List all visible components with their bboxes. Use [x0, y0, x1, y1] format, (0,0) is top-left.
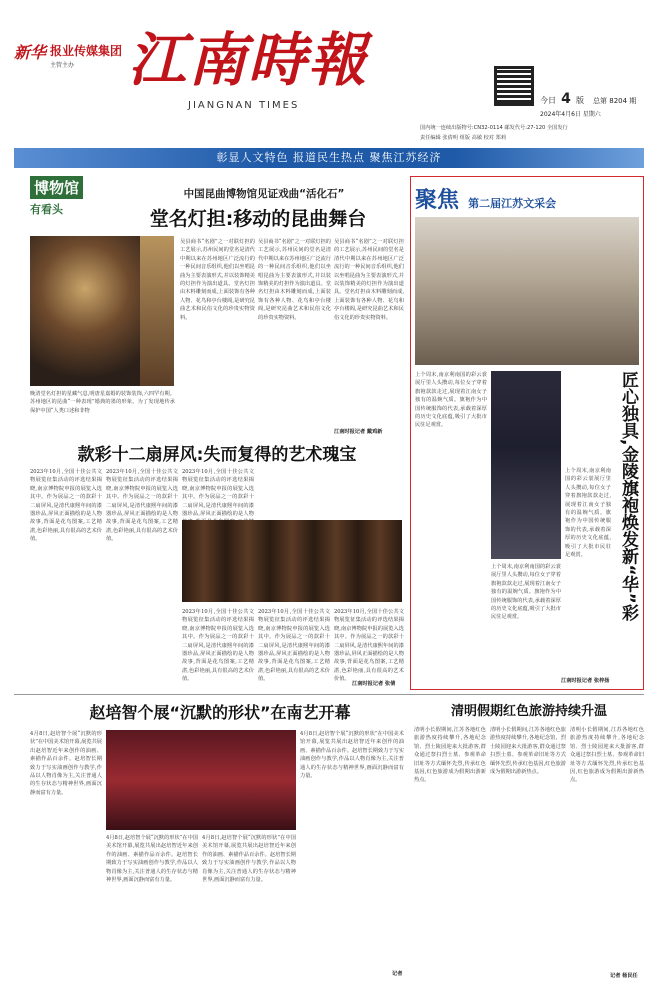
- article-5-body-3: 清明小长假期间,江苏各地红色旅游热度持续攀升,各地纪念馆、烈士陵园迎来大批游客,群众通过祭扫烈士墓、参观革命旧址等方式缅怀先烈,传承红色基因,红色旅游成为假期出游新热点。: [570, 727, 644, 784]
- paper-title: 江南時報: [128, 26, 369, 94]
- event-photo: [415, 217, 639, 365]
- article-4-byline: 江南时报记者 张梓扬: [561, 678, 610, 684]
- article-3-body: 4月8日,赵培智个展“沉默的形状”在中国美术馆开幕,展览共展出赵培智近年来创作的油画、素描作品百余件。赵培智长期致力于写实油画创作与教学,作品以人物肖像为主,关注普通人的生存状态与精神世界,画面沉静而富有力量。: [30, 731, 102, 796]
- article-4-body-3: 上个周末,南京利南国的彩云裳展厅里人头攒动,每位女子穿着旗袍款款走过,展现着江南女子独有的温婉气质。旗袍作为中国传统服饰的代表,承载着深厚的历史文化底蕴,吸引了大批市民驻足观赏。: [565, 468, 611, 559]
- editor-line: 责任编辑 张倩明 组版 高敏 校对 郑莉: [420, 135, 507, 141]
- page-count: 4: [561, 91, 571, 107]
- slogan-text: 彰显人文特色 报道民生热点 聚焦江苏经济: [216, 151, 442, 164]
- article-1-body-3: 吴县商书“名剧”之一对联灯担的工艺展示,苏州民间的堂名是清代中期以来在苏州地区广泛流行的一种民间音乐组织,他们以坐唱昆曲为主要表演形式,并以装饰精美的灯担作为演出道具。堂名灯担由木料雕刻而成,上面装饰有各种人物、花鸟和亭台楼阁,是研究昆曲艺术和民俗文化的珍贵实物资料。: [334, 239, 404, 321]
- article-2-body-3: 2023年10月,全国十佳公共文物展览征集活动的评选结果揭晓,南京博物院申报的展览入选其中。作为展品之一的款彩十二扇屏风,是清代康熙年间的漆器珍品,屏风正面描绘的是人物: [182, 469, 254, 518]
- museum-tag-line2: 有看头: [30, 203, 63, 216]
- article-5-body-2: 清明小长假期间,江苏各地红色旅游热度持续攀升,各地纪念馆、烈士陵园迎来大批游客,群众通过祭扫烈士墓、参观革命旧址等方式缅怀先烈,传承红色基因,红色旅游成为假期出游新热点。: [490, 727, 566, 776]
- article-2-title: 款彩十二扇屏风:失而复得的艺术瑰宝: [77, 445, 357, 465]
- group-sub: 主管主办: [50, 62, 75, 69]
- qr-code-icon: [494, 66, 534, 106]
- page-unit: 版: [575, 96, 584, 105]
- paper-title-en: JIANGNAN TIMES: [188, 100, 300, 111]
- article-2-body-6: 2023年10月,全国十佳公共文物展览征集活动的评选结果揭晓,南京博物院申报的展览入选其中。作为展品之一的款彩十二扇屏风,是清代康熙年间的漆器珍品,屏风正面描绘的是人物故事,背面是花鸟图案,工艺精湛,色彩艳丽,具有很高的艺术价值。: [334, 609, 404, 683]
- museum-tag-line1: 博物馆: [30, 176, 83, 199]
- article-1-kicker: 中国昆曲博物馆见证戏曲“活化石”: [183, 188, 345, 200]
- xinhua-logo-icon: 新华: [14, 43, 47, 62]
- issue-info: [540, 88, 650, 108]
- feature-box: [410, 176, 644, 690]
- focus-header: [415, 183, 639, 213]
- article-3-title: 赵培智个展“沉默的形状”在南艺开幕: [89, 703, 351, 722]
- slogan-bar: [14, 148, 644, 168]
- focus-title: 第二届江苏文采会: [468, 197, 557, 210]
- article-1-title: 堂名灯担:移动的昆曲舞台: [149, 208, 367, 230]
- screen-photo: [182, 520, 402, 602]
- article-1-body: 吴县商书“名剧”之一对联灯担的工艺展示,苏州民间的堂名是清代中期以来在苏州地区广泛流行的一种民间音乐组织,他们以坐唱昆曲为主要表演形式,并以装饰精美的灯担作为演出道具。堂名灯担由木料雕刻而成,上面装饰有各种人物、花鸟和亭台楼阁,是研究昆曲艺术和民俗文化的珍贵实物资料。: [180, 239, 255, 321]
- article-4-title: 匠心独具,金陵旗袍焕发新“华”彩: [618, 371, 638, 621]
- museum-section-tag: [30, 176, 112, 222]
- article-5-byline: 记者 杨民任: [610, 973, 638, 979]
- article-5-title: 清明假期红色旅游持续升温: [450, 704, 607, 719]
- article-3-body-3: 4月8日,赵培智个展“沉默的形状”在中国美术馆开幕,展览共展出赵培智近年来创作的油画、素描作品百余件。赵培智长期致力于写实油画创作与教学,作品以人物肖像为主,关注普通人的生存状态与精神世界,画面沉静而富有力量。: [202, 835, 296, 884]
- article-1-body-2: 吴县商书“名剧”之一对联灯担的工艺展示,苏州民间的堂名是清代中期以来在苏州地区广泛流行的一种民间音乐组织,他们以坐唱昆曲为主要表演形式,并以装饰精美的灯担作为演出道具。堂名灯担由木料雕刻而成,上面装饰有各种人物、花鸟和亭台楼阁,是研究昆曲艺术和民俗文化的珍贵实物资料。: [258, 239, 331, 321]
- lantern-detail-photo: [140, 236, 174, 386]
- article-2-byline: 江南时报记者 张倩: [352, 681, 396, 687]
- article-3-body-2: 4月8日,赵培智个展“沉默的形状”在中国美术馆开幕,展览共展出赵培智近年来创作的油画、素描作品百余件。赵培智长期致力于写实油画创作与教学,作品以人物肖像为主,关注普通人的生存状态与精神世界,画面沉静而富有力量。: [106, 835, 198, 884]
- article-5-body: 清明小长假期间,江苏各地红色旅游热度持续攀升,各地纪念馆、烈士陵园迎来大批游客,群众通过祭扫烈士墓、参观革命旧址等方式缅怀先烈,传承红色基因,红色旅游成为假期出游新热点。: [414, 727, 486, 784]
- issue-date: 2024年4月6日 星期六: [540, 111, 601, 118]
- issue-prefix: 今日: [540, 96, 556, 105]
- article-3-body-4: 4月8日,赵培智个展“沉默的形状”在中国美术馆开幕,展览共展出赵培智近年来创作的油画、素描作品百余件。赵培智长期致力于写实油画创作与教学,作品以人物肖像为主,关注普通人的生存状态与精神世界,画面沉静而富有力量。: [300, 731, 404, 780]
- article-4-body: 上个周末,南京利南国的彩云裳展厅里人头攒动,每位女子穿着旗袍款款走过,展现着江南女子独有的温婉气质。旗袍作为中国传统服饰的代表,承载着深厚的历史文化底蕴,吸引了大批市民驻足观赏。: [415, 372, 487, 429]
- masthead: [0, 0, 657, 150]
- group-name: 报业传媒集团: [50, 44, 123, 58]
- exhibition-photo: [106, 730, 296, 830]
- article-1-byline: 江南时报记者 戴鸡新: [334, 429, 383, 435]
- article-1-caption: 晚清堂名灯担的星藏气息,明唐星嘉婚的装饰装饰,六四罕有期。苏州地区的昆曲“一种表现”婚典的墨的形象。为了发现地传承保护中国“人类口述和非物: [30, 391, 175, 414]
- article-2-body: 2023年10月,全国十佳公共文物展览征集活动的评选结果揭晓,南京博物院申报的展览入选其中。作为展品之一的款彩十二扇屏风,是清代康熙年间的漆器珍品,屏风正面描绘的是人物故事,背面是花鸟图案,工艺精湛,色彩艳丽,具有很高的艺术价值。: [30, 469, 102, 543]
- qipao-photo: [491, 371, 561, 559]
- divider: [14, 694, 644, 695]
- lantern-photo: [30, 236, 140, 386]
- article-4-body-2: 上个周末,南京利南国的彩云裳展厅里人头攒动,每位女子穿着旗袍款款走过,展现着江南女子独有的温婉气质。旗袍作为中国传统服饰的代表,承载着深厚的历史文化底蕴,吸引了大批市民驻足观赏。: [491, 564, 561, 621]
- article-2-body-5: 2023年10月,全国十佳公共文物展览征集活动的评选结果揭晓,南京博物院申报的展览入选其中。作为展品之一的款彩十二扇屏风,是清代康熙年间的漆器珍品,屏风正面描绘的是人物故事,背面是花鸟图案,工艺精湛,色彩艳丽,具有很高的艺术价值。: [258, 609, 330, 683]
- focus-label: 聚焦: [415, 188, 460, 213]
- article-3-byline: 记者: [392, 971, 403, 977]
- article-2-body-4: 2023年10月,全国十佳公共文物展览征集活动的评选结果揭晓,南京博物院申报的展览入选其中。作为展品之一的款彩十二扇屏风,是清代康熙年间的漆器珍品,屏风正面描绘的是人物故事,背面是花鸟图案,工艺精湛,色彩艳丽,具有很高的艺术价值。: [182, 609, 254, 683]
- cn-number-line: 国内统一连续出版物号:CN32-0114 邮发代号:27-120 全国发行: [420, 125, 568, 131]
- article-2-body-2: 2023年10月,全国十佳公共文物展览征集活动的评选结果揭晓,南京博物院申报的展览入选其中。作为展品之一的款彩十二扇屏风,是清代康熙年间的漆器珍品,屏风正面描绘的是人物故事,背面是花鸟图案,工艺精湛,色彩艳丽,具有很高的艺术价值。: [106, 469, 178, 543]
- group-brand: [14, 40, 124, 80]
- serial-number: 总第 8204 期: [593, 97, 637, 105]
